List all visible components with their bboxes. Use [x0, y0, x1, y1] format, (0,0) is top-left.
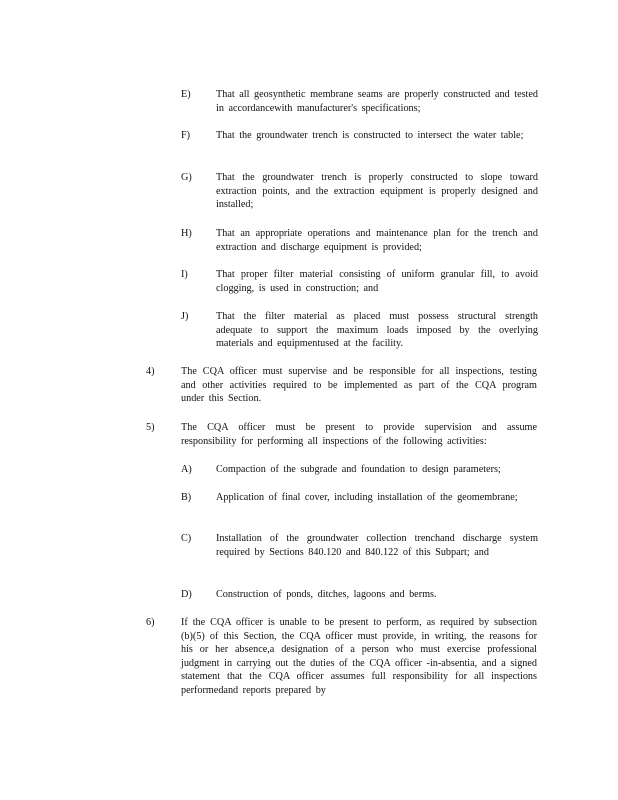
item-text: Application of final cover, including installation of the geomembrane;: [216, 492, 518, 503]
item-label: F): [181, 130, 191, 141]
item-text: Compaction of the subgrade and foundation to design parameters;: [216, 464, 501, 475]
item-text: That the filter material as placed must possess structural strength adequate to support the maximum loads imposed by the overlying materials and equipmentused at the facility.: [216, 311, 538, 350]
item-text: If the CQA officer is unable to be present to perform, as required by subsection (b)(5) of this Section, the CQA officer must provide, in writing, the reasons for his or her absence,a designation of a person who must exercise professional judgment in carrying out the duties of the CQA officer -in-absentia, and a signed statement that the CQA officer assumes full responsibility for all inspections performedand reports prepared by: [181, 617, 537, 696]
item-text: That the groundwater trench is properly constructed to slope toward extraction points, and the extraction equipment is properly designed and installed;: [216, 172, 538, 211]
item-label: I): [181, 269, 188, 280]
item-label: J): [181, 311, 189, 322]
item-text: Construction of ponds, ditches, lagoons and berms.: [216, 589, 437, 600]
item-label: 6): [146, 617, 155, 628]
item-label: E): [181, 89, 191, 100]
item-label: A): [181, 464, 192, 475]
item-label: D): [181, 589, 192, 600]
item-text: That all geosynthetic membrane seams are properly constructed and tested in accordancewith manufacturer's specifications;: [216, 89, 538, 114]
item-label: H): [181, 228, 192, 239]
item-label: B): [181, 492, 192, 503]
item-label: G): [181, 172, 192, 183]
item-text: That an appropriate operations and maintenance plan for the trench and extraction and discharge equipment is provided;: [216, 228, 538, 253]
item-label: C): [181, 533, 192, 544]
item-text: That proper filter material consisting of uniform granular fill, to avoid clogging, is used in construction; and: [216, 269, 538, 294]
item-text: The CQA officer must supervise and be responsible for all inspections, testing and other activities required to be implemented as part of the CQA program under this Section.: [181, 366, 537, 405]
item-text: The CQA officer must be present to provide supervision and assume responsibility for performing all inspections of the following activities:: [181, 422, 537, 447]
item-label: 4): [146, 366, 155, 377]
item-label: 5): [146, 422, 155, 433]
item-text: Installation of the groundwater collection trenchand discharge system required by Sections 840.120 and 840.122 of this Subpart; and: [216, 533, 538, 558]
item-text: That the groundwater trench is constructed to intersect the water table;: [216, 130, 524, 141]
